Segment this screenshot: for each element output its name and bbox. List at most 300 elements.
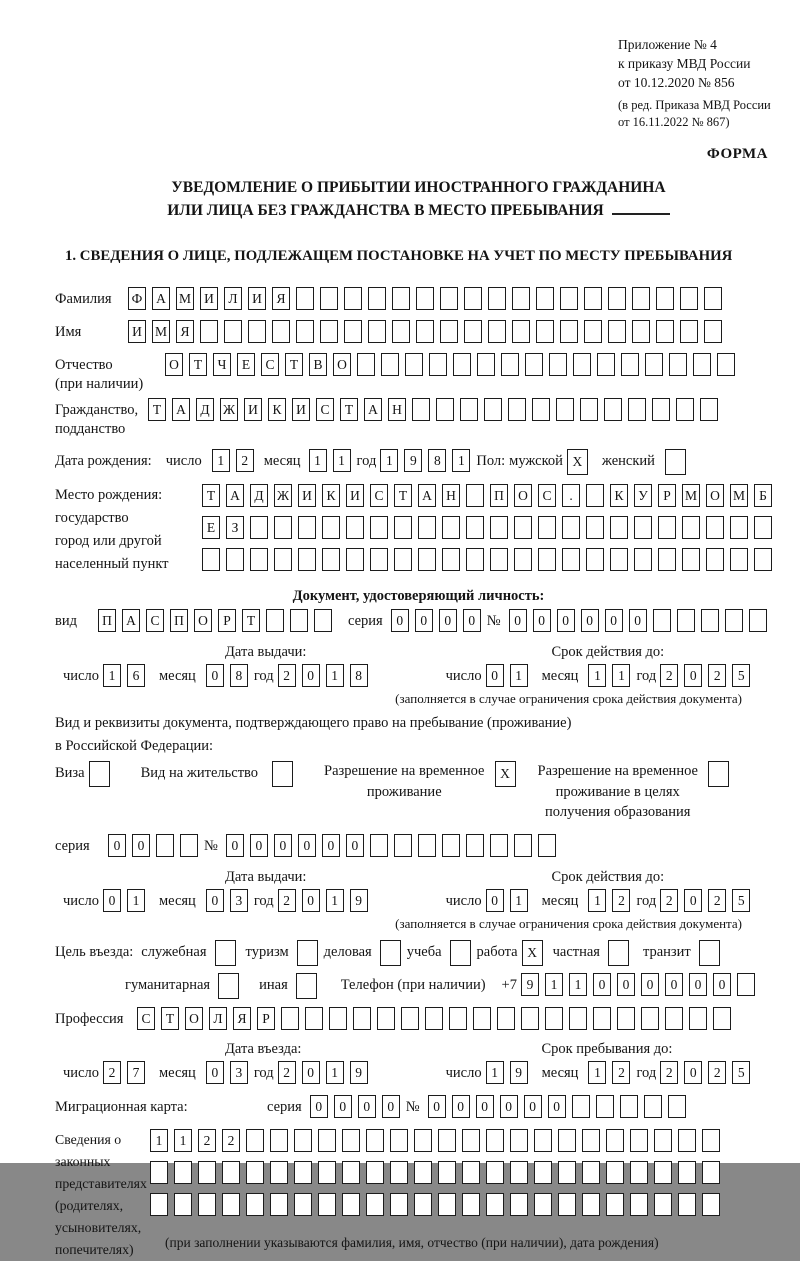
form-cell-empty[interactable] — [558, 1129, 576, 1152]
form-cell-filled[interactable]: 8 — [350, 664, 368, 687]
form-cell-empty[interactable] — [654, 1193, 672, 1216]
form-cell-filled[interactable]: 0 — [665, 973, 683, 996]
form-cell-empty[interactable] — [180, 834, 198, 857]
form-cell-empty[interactable] — [370, 516, 388, 539]
form-cell-filled[interactable]: 2 — [278, 1061, 296, 1084]
form-cell-empty[interactable] — [536, 287, 554, 310]
form-cell-empty[interactable] — [294, 1193, 312, 1216]
form-cell-empty[interactable] — [290, 609, 308, 632]
form-cell-empty[interactable] — [401, 1007, 419, 1030]
form-cell-empty[interactable] — [464, 287, 482, 310]
form-cell-empty[interactable] — [392, 287, 410, 310]
form-cell-empty[interactable] — [318, 1161, 336, 1184]
form-cell-empty[interactable] — [464, 320, 482, 343]
form-cell-empty[interactable] — [486, 1193, 504, 1216]
form-cell-filled[interactable]: 1 — [380, 449, 398, 472]
form-cell-empty[interactable] — [562, 516, 580, 539]
form-cell-filled[interactable]: X — [522, 940, 543, 966]
form-cell-filled[interactable]: 2 — [278, 664, 296, 687]
form-cell-empty[interactable] — [538, 834, 556, 857]
form-cell-filled[interactable]: 1 — [588, 664, 606, 687]
form-cell-filled[interactable]: 0 — [382, 1095, 400, 1118]
form-cell-filled[interactable]: Т — [189, 353, 207, 376]
form-cell-empty[interactable] — [344, 287, 362, 310]
form-cell-filled[interactable]: П — [98, 609, 116, 632]
form-cell-filled[interactable]: С — [538, 484, 556, 507]
form-cell-filled[interactable]: О — [514, 484, 532, 507]
form-cell-filled[interactable]: 0 — [605, 609, 623, 632]
form-cell-empty[interactable] — [628, 398, 646, 421]
form-cell-filled[interactable]: 2 — [708, 664, 726, 687]
form-cell-filled[interactable]: А — [418, 484, 436, 507]
form-cell-empty[interactable] — [700, 398, 718, 421]
form-cell-empty[interactable] — [584, 287, 602, 310]
form-cell-empty[interactable] — [536, 320, 554, 343]
form-cell-filled[interactable]: 0 — [684, 1061, 702, 1084]
form-cell-empty[interactable] — [510, 1161, 528, 1184]
form-cell-empty[interactable] — [702, 1129, 720, 1152]
form-cell-filled[interactable]: 5 — [732, 889, 750, 912]
form-cell-filled[interactable]: 1 — [545, 973, 563, 996]
form-cell-empty[interactable] — [462, 1161, 480, 1184]
form-cell-filled[interactable]: 2 — [660, 889, 678, 912]
form-cell-filled[interactable]: Л — [209, 1007, 227, 1030]
form-cell-empty[interactable] — [510, 1193, 528, 1216]
form-cell-filled[interactable]: И — [346, 484, 364, 507]
form-cell-empty[interactable] — [436, 398, 454, 421]
form-cell-empty[interactable] — [584, 320, 602, 343]
form-cell-empty[interactable] — [730, 516, 748, 539]
form-cell-empty[interactable] — [606, 1193, 624, 1216]
form-cell-filled[interactable]: 0 — [486, 889, 504, 912]
form-cell-filled[interactable]: И — [128, 320, 146, 343]
form-cell-empty[interactable] — [678, 1161, 696, 1184]
form-cell-empty[interactable] — [322, 548, 340, 571]
form-cell-empty[interactable] — [466, 548, 484, 571]
form-cell-filled[interactable]: 2 — [198, 1129, 216, 1152]
form-cell-empty[interactable] — [414, 1193, 432, 1216]
form-cell-filled[interactable]: Д — [196, 398, 214, 421]
form-cell-empty[interactable] — [429, 353, 447, 376]
form-cell-filled[interactable]: И — [200, 287, 218, 310]
form-cell-empty[interactable] — [658, 548, 676, 571]
form-cell-empty[interactable] — [294, 1129, 312, 1152]
form-cell-empty[interactable] — [215, 940, 236, 966]
form-cell-empty[interactable] — [366, 1161, 384, 1184]
form-cell-empty[interactable] — [573, 353, 591, 376]
form-cell-filled[interactable]: 0 — [250, 834, 268, 857]
form-cell-empty[interactable] — [270, 1193, 288, 1216]
form-cell-empty[interactable] — [353, 1007, 371, 1030]
form-cell-empty[interactable] — [366, 1129, 384, 1152]
form-cell-filled[interactable]: 0 — [302, 1061, 320, 1084]
form-cell-empty[interactable] — [418, 548, 436, 571]
form-cell-filled[interactable]: 0 — [557, 609, 575, 632]
form-cell-empty[interactable] — [606, 1161, 624, 1184]
form-cell-empty[interactable] — [582, 1129, 600, 1152]
form-cell-filled[interactable]: 2 — [278, 889, 296, 912]
form-cell-empty[interactable] — [394, 548, 412, 571]
form-cell-empty[interactable] — [392, 320, 410, 343]
form-cell-filled[interactable]: 1 — [326, 889, 344, 912]
form-cell-empty[interactable] — [508, 398, 526, 421]
form-cell-empty[interactable] — [680, 320, 698, 343]
form-cell-empty[interactable] — [466, 484, 484, 507]
form-cell-filled[interactable]: Ч — [213, 353, 231, 376]
form-cell-empty[interactable] — [702, 1161, 720, 1184]
form-cell-empty[interactable] — [749, 609, 767, 632]
form-cell-empty[interactable] — [342, 1129, 360, 1152]
form-cell-empty[interactable] — [320, 287, 338, 310]
form-cell-empty[interactable] — [678, 1193, 696, 1216]
form-cell-empty[interactable] — [634, 516, 652, 539]
form-cell-filled[interactable]: 1 — [309, 449, 327, 472]
form-cell-empty[interactable] — [538, 516, 556, 539]
form-cell-filled[interactable]: 1 — [326, 1061, 344, 1084]
form-cell-filled[interactable]: Т — [202, 484, 220, 507]
form-cell-filled[interactable]: 3 — [230, 889, 248, 912]
form-cell-empty[interactable] — [604, 398, 622, 421]
form-cell-empty[interactable] — [488, 287, 506, 310]
form-cell-filled[interactable]: И — [298, 484, 316, 507]
form-cell-empty[interactable] — [418, 516, 436, 539]
form-cell-empty[interactable] — [416, 320, 434, 343]
form-cell-filled[interactable]: К — [322, 484, 340, 507]
form-cell-empty[interactable] — [596, 1095, 614, 1118]
form-cell-empty[interactable] — [442, 548, 460, 571]
form-cell-filled[interactable]: 7 — [127, 1061, 145, 1084]
form-cell-empty[interactable] — [438, 1193, 456, 1216]
form-cell-empty[interactable] — [617, 1007, 635, 1030]
form-cell-empty[interactable] — [754, 516, 772, 539]
form-cell-filled[interactable]: С — [137, 1007, 155, 1030]
form-cell-filled[interactable]: С — [146, 609, 164, 632]
form-cell-empty[interactable] — [665, 449, 686, 475]
form-cell-filled[interactable]: М — [152, 320, 170, 343]
form-cell-filled[interactable]: О — [165, 353, 183, 376]
form-cell-filled[interactable]: Т — [148, 398, 166, 421]
form-cell-empty[interactable] — [202, 548, 220, 571]
form-cell-empty[interactable] — [246, 1161, 264, 1184]
form-cell-empty[interactable] — [560, 320, 578, 343]
form-cell-empty[interactable] — [218, 973, 239, 999]
form-cell-empty[interactable] — [342, 1193, 360, 1216]
form-cell-empty[interactable] — [665, 1007, 683, 1030]
form-cell-empty[interactable] — [246, 1129, 264, 1152]
form-cell-empty[interactable] — [250, 516, 268, 539]
form-cell-empty[interactable] — [418, 834, 436, 857]
form-cell-empty[interactable] — [532, 398, 550, 421]
form-cell-filled[interactable]: Т — [161, 1007, 179, 1030]
form-cell-empty[interactable] — [414, 1161, 432, 1184]
form-cell-filled[interactable]: О — [185, 1007, 203, 1030]
form-cell-empty[interactable] — [484, 398, 502, 421]
form-cell-filled[interactable]: С — [370, 484, 388, 507]
form-cell-empty[interactable] — [198, 1193, 216, 1216]
form-cell-empty[interactable] — [560, 287, 578, 310]
form-cell-empty[interactable] — [680, 287, 698, 310]
form-cell-empty[interactable] — [656, 320, 674, 343]
form-cell-filled[interactable]: А — [122, 609, 140, 632]
form-cell-filled[interactable]: 2 — [708, 1061, 726, 1084]
form-cell-filled[interactable]: П — [490, 484, 508, 507]
form-cell-filled[interactable]: 0 — [439, 609, 457, 632]
form-cell-empty[interactable] — [200, 320, 218, 343]
form-cell-filled[interactable]: 0 — [500, 1095, 518, 1118]
form-cell-empty[interactable] — [294, 1161, 312, 1184]
form-cell-empty[interactable] — [305, 1007, 323, 1030]
form-cell-filled[interactable]: 1 — [452, 449, 470, 472]
form-cell-empty[interactable] — [668, 1095, 686, 1118]
form-cell-empty[interactable] — [641, 1007, 659, 1030]
form-cell-empty[interactable] — [390, 1161, 408, 1184]
form-cell-filled[interactable]: 1 — [588, 1061, 606, 1084]
form-cell-filled[interactable]: 0 — [593, 973, 611, 996]
form-cell-filled[interactable]: Н — [388, 398, 406, 421]
form-cell-empty[interactable] — [150, 1193, 168, 1216]
form-cell-filled[interactable]: 0 — [206, 664, 224, 687]
form-cell-empty[interactable] — [318, 1193, 336, 1216]
form-cell-filled[interactable]: Д — [250, 484, 268, 507]
form-cell-empty[interactable] — [730, 548, 748, 571]
form-cell-empty[interactable] — [510, 1129, 528, 1152]
form-cell-filled[interactable]: 0 — [226, 834, 244, 857]
form-cell-filled[interactable]: В — [309, 353, 327, 376]
form-cell-empty[interactable] — [702, 1193, 720, 1216]
form-cell-empty[interactable] — [357, 353, 375, 376]
form-cell-filled[interactable]: Ф — [128, 287, 146, 310]
form-cell-empty[interactable] — [610, 548, 628, 571]
form-cell-empty[interactable] — [488, 320, 506, 343]
form-cell-empty[interactable] — [634, 548, 652, 571]
form-cell-empty[interactable] — [416, 287, 434, 310]
form-cell-empty[interactable] — [297, 940, 318, 966]
form-cell-filled[interactable]: 0 — [108, 834, 126, 857]
form-cell-empty[interactable] — [438, 1129, 456, 1152]
form-cell-filled[interactable]: Я — [176, 320, 194, 343]
form-cell-filled[interactable]: 1 — [150, 1129, 168, 1152]
form-cell-empty[interactable] — [224, 320, 242, 343]
form-cell-empty[interactable] — [150, 1161, 168, 1184]
form-cell-empty[interactable] — [512, 287, 530, 310]
form-cell-empty[interactable] — [676, 398, 694, 421]
form-cell-empty[interactable] — [449, 1007, 467, 1030]
form-cell-empty[interactable] — [654, 1161, 672, 1184]
form-cell-filled[interactable]: 1 — [127, 889, 145, 912]
form-cell-empty[interactable] — [390, 1129, 408, 1152]
form-cell-empty[interactable] — [706, 548, 724, 571]
form-cell-empty[interactable] — [274, 516, 292, 539]
form-cell-empty[interactable] — [630, 1129, 648, 1152]
form-cell-filled[interactable]: 1 — [510, 889, 528, 912]
form-cell-filled[interactable]: 9 — [521, 973, 539, 996]
form-cell-filled[interactable]: 6 — [127, 664, 145, 687]
form-cell-filled[interactable]: 0 — [428, 1095, 446, 1118]
form-cell-filled[interactable]: 9 — [350, 889, 368, 912]
form-cell-filled[interactable]: 2 — [708, 889, 726, 912]
form-cell-empty[interactable] — [545, 1007, 563, 1030]
form-cell-empty[interactable] — [514, 516, 532, 539]
form-cell-empty[interactable] — [490, 516, 508, 539]
form-cell-filled[interactable]: 0 — [334, 1095, 352, 1118]
form-cell-filled[interactable]: 0 — [302, 664, 320, 687]
form-cell-filled[interactable]: Я — [272, 287, 290, 310]
form-cell-empty[interactable] — [460, 398, 478, 421]
form-cell-filled[interactable]: 0 — [548, 1095, 566, 1118]
form-cell-empty[interactable] — [466, 834, 484, 857]
form-cell-empty[interactable] — [174, 1193, 192, 1216]
form-cell-filled[interactable]: 0 — [617, 973, 635, 996]
form-cell-filled[interactable]: 0 — [415, 609, 433, 632]
form-cell-filled[interactable]: О — [194, 609, 212, 632]
form-cell-filled[interactable]: 1 — [510, 664, 528, 687]
form-cell-filled[interactable]: 0 — [206, 1061, 224, 1084]
form-cell-filled[interactable]: 2 — [236, 449, 254, 472]
form-cell-empty[interactable] — [222, 1193, 240, 1216]
form-cell-filled[interactable]: Н — [442, 484, 460, 507]
form-cell-empty[interactable] — [442, 834, 460, 857]
form-cell-empty[interactable] — [677, 609, 695, 632]
form-cell-filled[interactable]: 0 — [132, 834, 150, 857]
form-cell-filled[interactable]: 1 — [588, 889, 606, 912]
form-cell-filled[interactable]: 2 — [612, 1061, 630, 1084]
form-cell-empty[interactable] — [669, 353, 687, 376]
form-cell-empty[interactable] — [652, 398, 670, 421]
form-cell-empty[interactable] — [538, 548, 556, 571]
form-cell-filled[interactable]: 1 — [326, 664, 344, 687]
form-cell-filled[interactable]: 0 — [302, 889, 320, 912]
form-cell-empty[interactable] — [466, 516, 484, 539]
form-cell-filled[interactable]: 1 — [174, 1129, 192, 1152]
form-cell-empty[interactable] — [450, 940, 471, 966]
form-cell-empty[interactable] — [405, 353, 423, 376]
form-cell-empty[interactable] — [689, 1007, 707, 1030]
form-cell-filled[interactable]: Т — [340, 398, 358, 421]
form-cell-empty[interactable] — [632, 287, 650, 310]
form-cell-empty[interactable] — [486, 1129, 504, 1152]
form-cell-empty[interactable] — [272, 761, 293, 787]
form-cell-empty[interactable] — [174, 1161, 192, 1184]
form-cell-filled[interactable]: 0 — [684, 664, 702, 687]
form-cell-filled[interactable]: 0 — [310, 1095, 328, 1118]
form-cell-empty[interactable] — [582, 1193, 600, 1216]
form-cell-empty[interactable] — [274, 548, 292, 571]
form-cell-filled[interactable]: Е — [237, 353, 255, 376]
form-cell-empty[interactable] — [453, 353, 471, 376]
form-cell-empty[interactable] — [390, 1193, 408, 1216]
form-cell-empty[interactable] — [342, 1161, 360, 1184]
form-cell-empty[interactable] — [558, 1161, 576, 1184]
form-cell-empty[interactable] — [222, 1161, 240, 1184]
form-cell-empty[interactable] — [658, 516, 676, 539]
form-cell-empty[interactable] — [608, 287, 626, 310]
form-cell-filled[interactable]: 0 — [463, 609, 481, 632]
form-cell-empty[interactable] — [569, 1007, 587, 1030]
form-cell-filled[interactable]: С — [316, 398, 334, 421]
form-cell-empty[interactable] — [608, 940, 629, 966]
form-cell-filled[interactable]: М — [682, 484, 700, 507]
form-cell-filled[interactable]: 0 — [486, 664, 504, 687]
form-cell-empty[interactable] — [501, 353, 519, 376]
form-cell-empty[interactable] — [272, 320, 290, 343]
form-cell-filled[interactable]: 2 — [103, 1061, 121, 1084]
form-cell-empty[interactable] — [704, 287, 722, 310]
form-cell-empty[interactable] — [699, 940, 720, 966]
form-cell-filled[interactable]: Л — [224, 287, 242, 310]
form-cell-empty[interactable] — [608, 320, 626, 343]
form-cell-empty[interactable] — [701, 609, 719, 632]
form-cell-empty[interactable] — [593, 1007, 611, 1030]
form-cell-empty[interactable] — [486, 1161, 504, 1184]
form-cell-empty[interactable] — [442, 516, 460, 539]
form-cell-filled[interactable]: А — [152, 287, 170, 310]
form-cell-empty[interactable] — [630, 1161, 648, 1184]
form-cell-filled[interactable]: 0 — [452, 1095, 470, 1118]
form-cell-empty[interactable] — [549, 353, 567, 376]
form-cell-filled[interactable]: Ж — [220, 398, 238, 421]
form-cell-filled[interactable]: А — [226, 484, 244, 507]
form-cell-empty[interactable] — [366, 1193, 384, 1216]
form-cell-empty[interactable] — [534, 1193, 552, 1216]
form-cell-empty[interactable] — [377, 1007, 395, 1030]
form-cell-filled[interactable]: Р — [658, 484, 676, 507]
form-cell-empty[interactable] — [653, 609, 671, 632]
form-cell-empty[interactable] — [606, 1129, 624, 1152]
form-cell-filled[interactable]: 0 — [206, 889, 224, 912]
form-cell-filled[interactable]: Р — [218, 609, 236, 632]
form-cell-empty[interactable] — [89, 761, 110, 787]
form-cell-empty[interactable] — [632, 320, 650, 343]
form-cell-filled[interactable]: 5 — [732, 664, 750, 687]
form-cell-filled[interactable]: У — [634, 484, 652, 507]
form-cell-empty[interactable] — [582, 1161, 600, 1184]
form-cell-filled[interactable]: Я — [233, 1007, 251, 1030]
form-cell-empty[interactable] — [534, 1129, 552, 1152]
form-cell-filled[interactable]: 0 — [358, 1095, 376, 1118]
form-cell-empty[interactable] — [678, 1129, 696, 1152]
form-cell-empty[interactable] — [682, 516, 700, 539]
form-cell-filled[interactable]: 0 — [641, 973, 659, 996]
form-cell-empty[interactable] — [270, 1161, 288, 1184]
form-cell-empty[interactable] — [645, 353, 663, 376]
form-cell-filled[interactable]: К — [610, 484, 628, 507]
form-cell-empty[interactable] — [521, 1007, 539, 1030]
form-cell-empty[interactable] — [318, 1129, 336, 1152]
form-cell-filled[interactable]: 0 — [346, 834, 364, 857]
form-cell-filled[interactable]: X — [567, 449, 588, 475]
form-cell-empty[interactable] — [270, 1129, 288, 1152]
form-cell-filled[interactable]: 1 — [212, 449, 230, 472]
form-cell-empty[interactable] — [322, 516, 340, 539]
form-cell-empty[interactable] — [462, 1129, 480, 1152]
form-cell-empty[interactable] — [368, 287, 386, 310]
form-cell-filled[interactable]: З — [226, 516, 244, 539]
form-cell-filled[interactable]: 0 — [689, 973, 707, 996]
form-cell-empty[interactable] — [438, 1161, 456, 1184]
form-cell-empty[interactable] — [314, 609, 332, 632]
form-cell-empty[interactable] — [717, 353, 735, 376]
form-cell-filled[interactable]: А — [172, 398, 190, 421]
form-cell-empty[interactable] — [713, 1007, 731, 1030]
form-cell-empty[interactable] — [708, 761, 729, 787]
form-cell-empty[interactable] — [440, 287, 458, 310]
form-cell-empty[interactable] — [226, 548, 244, 571]
form-cell-empty[interactable] — [656, 287, 674, 310]
form-cell-filled[interactable]: 0 — [524, 1095, 542, 1118]
form-cell-filled[interactable]: 0 — [298, 834, 316, 857]
form-cell-filled[interactable]: 0 — [509, 609, 527, 632]
form-cell-empty[interactable] — [630, 1193, 648, 1216]
